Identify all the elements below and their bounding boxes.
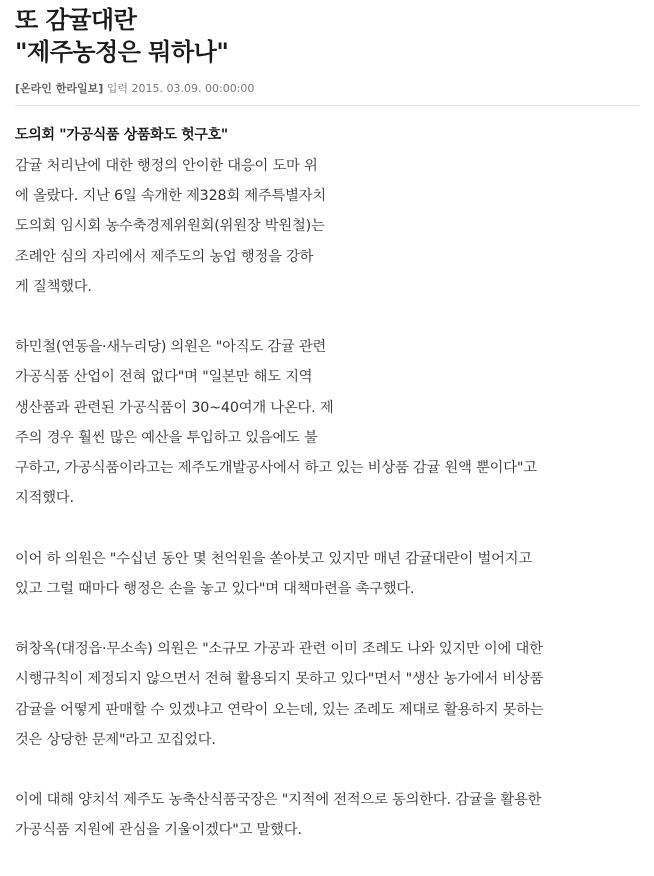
paragraph-line: 도의회 임시회 농수축경제위원회(위원장 박원철)는: [15, 218, 325, 235]
paragraph: [15, 634, 643, 755]
article-subheading: 도의회 "가공식품 상품화도 헛구호": [15, 127, 228, 143]
byline-label: 입력: [106, 82, 129, 95]
paragraph-line: 지적했다.: [15, 490, 74, 507]
article-title-line: "제주농정은 뭐하나": [15, 38, 229, 66]
article-body: [15, 151, 643, 876]
paragraph-line: 가공식품 산업이 전혀 없다"며 "일본만 해도 지역: [15, 369, 313, 386]
byline: [15, 80, 254, 96]
paragraph-line: 것은 상당한 문제"라고 꼬집었다.: [15, 731, 216, 748]
paragraph-line: 주의 경우 훨씬 많은 예산을 투입하고 있음에도 불: [15, 429, 318, 446]
paragraph-line: 있고 그럴 때마다 행정은 손을 놓고 있다"며 대책마련을 촉구했다.: [15, 580, 415, 597]
paragraph-line: 구하고, 가공식품이라고는 제주도개발공사에서 하고 있는 비상품 감귤 원액 뿐이다"고: [15, 460, 537, 477]
paragraph-line: 시행규칙이 제정되지 않으면서 전혀 활용되지 못하고 있다"면서 "생산 농가에서 비상품: [15, 671, 544, 688]
byline-source: [온라인 한라일보]: [15, 82, 104, 95]
paragraph-line: 이에 대해 양치석 제주도 농축산식품국장은 "지적에 전적으로 동의한다. 감귤을 활용한: [15, 792, 542, 809]
divider: [15, 105, 639, 106]
paragraph-line: 가공식품 지원에 관심을 기울이겠다"고 말했다.: [15, 822, 302, 839]
paragraph-line: 생산품과 관련된 가공식품이 30~40여개 나온다. 제: [15, 399, 334, 416]
paragraph-line: 에 올랐다. 지난 6일 속개한 제328회 제주특별자치: [15, 188, 326, 205]
paragraph: [15, 785, 643, 845]
article-title: [15, 4, 228, 68]
paragraph-line: 게 질책했다.: [15, 278, 92, 295]
paragraph-line: 허창옥(대정읍·무소속) 의원은 "소규모 가공과 관련 이미 조례도 나와 있지만 이에 대한: [15, 641, 543, 658]
paragraph-line: 이어 하 의원은 "수십년 동안 몇 천억원을 쏟아붓고 있지만 매년 감귤대란이 벌어지고: [15, 550, 532, 567]
paragraph-line: 조례안 심의 자리에서 제주도의 농업 행정을 강하: [15, 248, 314, 265]
paragraph: [15, 544, 643, 604]
article-title-line: 또 감귤대란: [15, 6, 137, 34]
paragraph-line: 하민철(연동을·새누리당) 의원은 "아직도 감귤 관련: [15, 339, 327, 356]
paragraph-line: 감귤을 어떻게 판매할 수 있겠냐고 연락이 오는데, 있는 조례도 제대로 활용하지 못하는: [15, 701, 544, 718]
paragraph: [15, 151, 643, 302]
byline-datetime: 2015. 03.09. 00:00:00: [131, 82, 255, 95]
paragraph: [15, 332, 643, 513]
paragraph-line: 감귤 처리난에 대한 행정의 안이한 대응이 도마 위: [15, 158, 318, 174]
